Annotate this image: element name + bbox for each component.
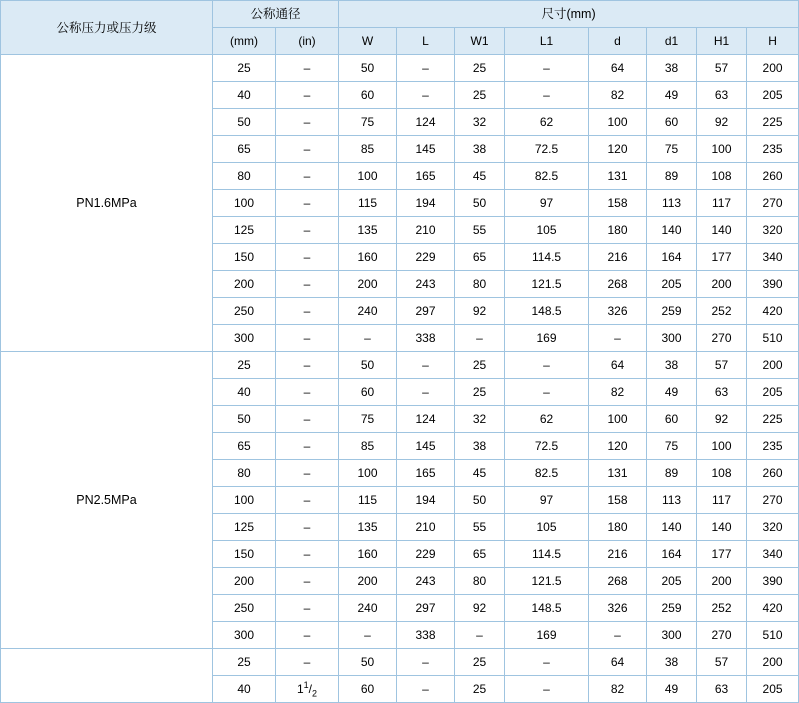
cell: 25 bbox=[213, 352, 276, 379]
cell: – bbox=[397, 352, 455, 379]
cell: 60 bbox=[339, 676, 397, 703]
cell: 297 bbox=[397, 595, 455, 622]
header-pressure: 公称压力或压力级 bbox=[1, 1, 213, 55]
cell: 65 bbox=[213, 136, 276, 163]
cell: 260 bbox=[747, 460, 799, 487]
cell: 135 bbox=[339, 514, 397, 541]
cell: 131 bbox=[589, 163, 647, 190]
table-row bbox=[1, 649, 799, 676]
cell: 25 bbox=[455, 82, 505, 109]
cell: 45 bbox=[455, 163, 505, 190]
cell: 270 bbox=[747, 487, 799, 514]
cell: 268 bbox=[589, 568, 647, 595]
cell: 125 bbox=[213, 217, 276, 244]
header-sub-w: W bbox=[339, 28, 397, 55]
cell: 210 bbox=[397, 217, 455, 244]
cell: 229 bbox=[397, 541, 455, 568]
cell: 240 bbox=[339, 595, 397, 622]
cell: 57 bbox=[697, 649, 747, 676]
cell: – bbox=[276, 325, 339, 352]
cell: 100 bbox=[697, 433, 747, 460]
cell: 229 bbox=[397, 244, 455, 271]
cell: 216 bbox=[589, 244, 647, 271]
header-sub-h: H bbox=[747, 28, 799, 55]
cell: 64 bbox=[589, 352, 647, 379]
cell: – bbox=[397, 379, 455, 406]
cell: 148.5 bbox=[505, 595, 589, 622]
header-dimensions: 尺寸(mm) bbox=[339, 1, 799, 28]
cell: 300 bbox=[213, 325, 276, 352]
cell: 117 bbox=[697, 190, 747, 217]
cell: 105 bbox=[505, 217, 589, 244]
cell: 259 bbox=[647, 595, 697, 622]
cell: 115 bbox=[339, 190, 397, 217]
cell: 158 bbox=[589, 487, 647, 514]
cell: 60 bbox=[647, 406, 697, 433]
cell: 270 bbox=[697, 325, 747, 352]
table-header bbox=[1, 1, 799, 55]
cell: 205 bbox=[647, 271, 697, 298]
header-sub-d1: d1 bbox=[647, 28, 697, 55]
cell: – bbox=[505, 352, 589, 379]
cell: 164 bbox=[647, 541, 697, 568]
cell: – bbox=[397, 676, 455, 703]
cell: 63 bbox=[697, 379, 747, 406]
cell: 338 bbox=[397, 622, 455, 649]
cell: 114.5 bbox=[505, 541, 589, 568]
table-row bbox=[1, 352, 799, 379]
cell: 64 bbox=[589, 649, 647, 676]
cell: 25 bbox=[455, 379, 505, 406]
cell: – bbox=[276, 217, 339, 244]
cell: 135 bbox=[339, 217, 397, 244]
cell: – bbox=[276, 433, 339, 460]
cell: 180 bbox=[589, 514, 647, 541]
cell: 340 bbox=[747, 244, 799, 271]
cell: 297 bbox=[397, 298, 455, 325]
cell: 55 bbox=[455, 514, 505, 541]
group-label-0: PN1.6MPa bbox=[1, 55, 213, 352]
cell: 300 bbox=[647, 325, 697, 352]
cell: 60 bbox=[339, 82, 397, 109]
cell: – bbox=[276, 460, 339, 487]
cell: 205 bbox=[747, 676, 799, 703]
cell: – bbox=[276, 352, 339, 379]
cell: 158 bbox=[589, 190, 647, 217]
header-sub-h1: H1 bbox=[697, 28, 747, 55]
cell: 205 bbox=[647, 568, 697, 595]
cell: 100 bbox=[589, 109, 647, 136]
cell: 75 bbox=[647, 136, 697, 163]
cell: 326 bbox=[589, 298, 647, 325]
cell: 50 bbox=[339, 55, 397, 82]
cell: 40 bbox=[213, 676, 276, 703]
cell: 92 bbox=[697, 406, 747, 433]
cell: – bbox=[276, 514, 339, 541]
table-row bbox=[1, 55, 799, 82]
cell: 205 bbox=[747, 82, 799, 109]
cell: 55 bbox=[455, 217, 505, 244]
cell: 25 bbox=[213, 649, 276, 676]
cell: 49 bbox=[647, 676, 697, 703]
cell: 113 bbox=[647, 487, 697, 514]
cell: 80 bbox=[455, 568, 505, 595]
cell: 25 bbox=[455, 352, 505, 379]
cell: 124 bbox=[397, 109, 455, 136]
cell: 165 bbox=[397, 163, 455, 190]
cell: – bbox=[505, 55, 589, 82]
cell: 164 bbox=[647, 244, 697, 271]
cell: 235 bbox=[747, 136, 799, 163]
cell: 300 bbox=[647, 622, 697, 649]
cell: 270 bbox=[697, 622, 747, 649]
cell: 100 bbox=[339, 460, 397, 487]
cell: 63 bbox=[697, 676, 747, 703]
cell: 510 bbox=[747, 325, 799, 352]
cell: – bbox=[276, 298, 339, 325]
cell: 169 bbox=[505, 325, 589, 352]
cell: 40 bbox=[213, 379, 276, 406]
cell: 50 bbox=[455, 190, 505, 217]
cell: – bbox=[505, 379, 589, 406]
cell: 131 bbox=[589, 460, 647, 487]
cell: 148.5 bbox=[505, 298, 589, 325]
header-sub-l1: L1 bbox=[505, 28, 589, 55]
cell: 65 bbox=[455, 541, 505, 568]
cell: – bbox=[276, 379, 339, 406]
cell: 72.5 bbox=[505, 433, 589, 460]
cell: 114.5 bbox=[505, 244, 589, 271]
cell: 75 bbox=[339, 406, 397, 433]
cell: 180 bbox=[589, 217, 647, 244]
cell: 97 bbox=[505, 190, 589, 217]
cell: 25 bbox=[455, 676, 505, 703]
cell: 200 bbox=[339, 568, 397, 595]
header-sub-w1: W1 bbox=[455, 28, 505, 55]
cell: 80 bbox=[213, 163, 276, 190]
cell: 150 bbox=[213, 244, 276, 271]
cell: 50 bbox=[455, 487, 505, 514]
cell: 145 bbox=[397, 433, 455, 460]
cell: 177 bbox=[697, 244, 747, 271]
cell: – bbox=[276, 622, 339, 649]
cell: 165 bbox=[397, 460, 455, 487]
cell: 340 bbox=[747, 541, 799, 568]
cell: 252 bbox=[697, 298, 747, 325]
cell: 75 bbox=[647, 433, 697, 460]
cell: 80 bbox=[213, 460, 276, 487]
cell: 225 bbox=[747, 406, 799, 433]
cell: 390 bbox=[747, 271, 799, 298]
header-nominal-diameter: 公称通径 bbox=[213, 1, 339, 28]
cell: 200 bbox=[747, 649, 799, 676]
cell: 120 bbox=[589, 433, 647, 460]
cell: 115 bbox=[339, 487, 397, 514]
cell: 300 bbox=[213, 622, 276, 649]
cell: 38 bbox=[647, 55, 697, 82]
cell: 75 bbox=[339, 109, 397, 136]
cell: 250 bbox=[213, 595, 276, 622]
cell: 210 bbox=[397, 514, 455, 541]
cell: 100 bbox=[213, 190, 276, 217]
cell: 270 bbox=[747, 190, 799, 217]
cell: – bbox=[339, 622, 397, 649]
cell: – bbox=[276, 55, 339, 82]
cell: 60 bbox=[339, 379, 397, 406]
cell: 105 bbox=[505, 514, 589, 541]
cell: 252 bbox=[697, 595, 747, 622]
cell: 200 bbox=[697, 271, 747, 298]
cell: 49 bbox=[647, 379, 697, 406]
cell: 100 bbox=[339, 163, 397, 190]
cell: 50 bbox=[213, 406, 276, 433]
cell: 92 bbox=[697, 109, 747, 136]
cell: 205 bbox=[747, 379, 799, 406]
cell: – bbox=[276, 406, 339, 433]
header-sub-l: L bbox=[397, 28, 455, 55]
cell: 200 bbox=[747, 352, 799, 379]
cell: 243 bbox=[397, 271, 455, 298]
cell: 150 bbox=[213, 541, 276, 568]
cell: 32 bbox=[455, 406, 505, 433]
cell: 97 bbox=[505, 487, 589, 514]
cell: 117 bbox=[697, 487, 747, 514]
cell: 38 bbox=[647, 649, 697, 676]
cell: 200 bbox=[747, 55, 799, 82]
cell: 57 bbox=[697, 352, 747, 379]
cell: 65 bbox=[213, 433, 276, 460]
cell: 140 bbox=[697, 217, 747, 244]
cell: 510 bbox=[747, 622, 799, 649]
cell: 320 bbox=[747, 514, 799, 541]
cell: 38 bbox=[455, 136, 505, 163]
cell: 82.5 bbox=[505, 460, 589, 487]
cell: 240 bbox=[339, 298, 397, 325]
cell: 268 bbox=[589, 271, 647, 298]
cell: 100 bbox=[589, 406, 647, 433]
group-label-1: PN2.5MPa bbox=[1, 352, 213, 649]
cell: 85 bbox=[339, 433, 397, 460]
cell: – bbox=[276, 136, 339, 163]
cell: 50 bbox=[213, 109, 276, 136]
cell: 140 bbox=[697, 514, 747, 541]
cell: – bbox=[276, 271, 339, 298]
cell: 38 bbox=[647, 352, 697, 379]
cell: 121.5 bbox=[505, 271, 589, 298]
cell: – bbox=[397, 55, 455, 82]
cell: 65 bbox=[455, 244, 505, 271]
cell: 100 bbox=[213, 487, 276, 514]
cell: 82 bbox=[589, 676, 647, 703]
cell: – bbox=[505, 676, 589, 703]
cell: 216 bbox=[589, 541, 647, 568]
cell: – bbox=[276, 649, 339, 676]
cell: 108 bbox=[697, 460, 747, 487]
cell: – bbox=[276, 109, 339, 136]
cell: 25 bbox=[455, 649, 505, 676]
cell: 45 bbox=[455, 460, 505, 487]
cell: 124 bbox=[397, 406, 455, 433]
cell: 80 bbox=[455, 271, 505, 298]
cell: 194 bbox=[397, 487, 455, 514]
cell: – bbox=[276, 82, 339, 109]
cell: 120 bbox=[589, 136, 647, 163]
cell: 50 bbox=[339, 649, 397, 676]
cell: – bbox=[276, 163, 339, 190]
cell: 420 bbox=[747, 595, 799, 622]
cell: – bbox=[589, 325, 647, 352]
cell: 108 bbox=[697, 163, 747, 190]
cell: 38 bbox=[455, 433, 505, 460]
cell: 420 bbox=[747, 298, 799, 325]
cell: 250 bbox=[213, 298, 276, 325]
cell: 85 bbox=[339, 136, 397, 163]
cell: 89 bbox=[647, 163, 697, 190]
table-body bbox=[1, 55, 799, 703]
cell: – bbox=[455, 622, 505, 649]
cell: 200 bbox=[339, 271, 397, 298]
cell: – bbox=[276, 244, 339, 271]
cell: – bbox=[276, 487, 339, 514]
cell: 140 bbox=[647, 217, 697, 244]
cell: 177 bbox=[697, 541, 747, 568]
cell: 121.5 bbox=[505, 568, 589, 595]
cell: 82 bbox=[589, 379, 647, 406]
cell: 64 bbox=[589, 55, 647, 82]
cell: 113 bbox=[647, 190, 697, 217]
cell: 390 bbox=[747, 568, 799, 595]
cell: 243 bbox=[397, 568, 455, 595]
cell: 25 bbox=[213, 55, 276, 82]
cell: 57 bbox=[697, 55, 747, 82]
cell: 140 bbox=[647, 514, 697, 541]
cell: – bbox=[276, 595, 339, 622]
cell: 160 bbox=[339, 244, 397, 271]
cell: 50 bbox=[339, 352, 397, 379]
cell: 169 bbox=[505, 622, 589, 649]
cell: – bbox=[397, 82, 455, 109]
cell: 326 bbox=[589, 595, 647, 622]
cell: $1^1/_2$ bbox=[276, 676, 339, 703]
cell: 32 bbox=[455, 109, 505, 136]
header-sub-mm: (mm) bbox=[213, 28, 276, 55]
cell: – bbox=[505, 82, 589, 109]
header-sub-d: d bbox=[589, 28, 647, 55]
cell: – bbox=[276, 568, 339, 595]
cell: – bbox=[589, 622, 647, 649]
cell: 62 bbox=[505, 406, 589, 433]
cell: 145 bbox=[397, 136, 455, 163]
cell: – bbox=[505, 649, 589, 676]
cell: 40 bbox=[213, 82, 276, 109]
cell: – bbox=[339, 325, 397, 352]
cell: 338 bbox=[397, 325, 455, 352]
header-sub-in: (in) bbox=[276, 28, 339, 55]
cell: 82 bbox=[589, 82, 647, 109]
cell: 72.5 bbox=[505, 136, 589, 163]
cell: 82.5 bbox=[505, 163, 589, 190]
cell: 200 bbox=[213, 568, 276, 595]
cell: 25 bbox=[455, 55, 505, 82]
cell: 194 bbox=[397, 190, 455, 217]
cell: – bbox=[455, 325, 505, 352]
cell: 260 bbox=[747, 163, 799, 190]
cell: – bbox=[276, 190, 339, 217]
cell: – bbox=[397, 649, 455, 676]
cell: – bbox=[276, 541, 339, 568]
cell: 200 bbox=[697, 568, 747, 595]
cell: 63 bbox=[697, 82, 747, 109]
table-header-row-top bbox=[1, 1, 799, 28]
cell: 60 bbox=[647, 109, 697, 136]
cell: 320 bbox=[747, 217, 799, 244]
cell: 92 bbox=[455, 298, 505, 325]
cell: 89 bbox=[647, 460, 697, 487]
cell: 225 bbox=[747, 109, 799, 136]
cell: 62 bbox=[505, 109, 589, 136]
cell: 235 bbox=[747, 433, 799, 460]
cell: 100 bbox=[697, 136, 747, 163]
cell: 160 bbox=[339, 541, 397, 568]
cell: 92 bbox=[455, 595, 505, 622]
cell: 200 bbox=[213, 271, 276, 298]
cell: 49 bbox=[647, 82, 697, 109]
group-label-2 bbox=[1, 649, 213, 703]
cell: 259 bbox=[647, 298, 697, 325]
cell: 125 bbox=[213, 514, 276, 541]
